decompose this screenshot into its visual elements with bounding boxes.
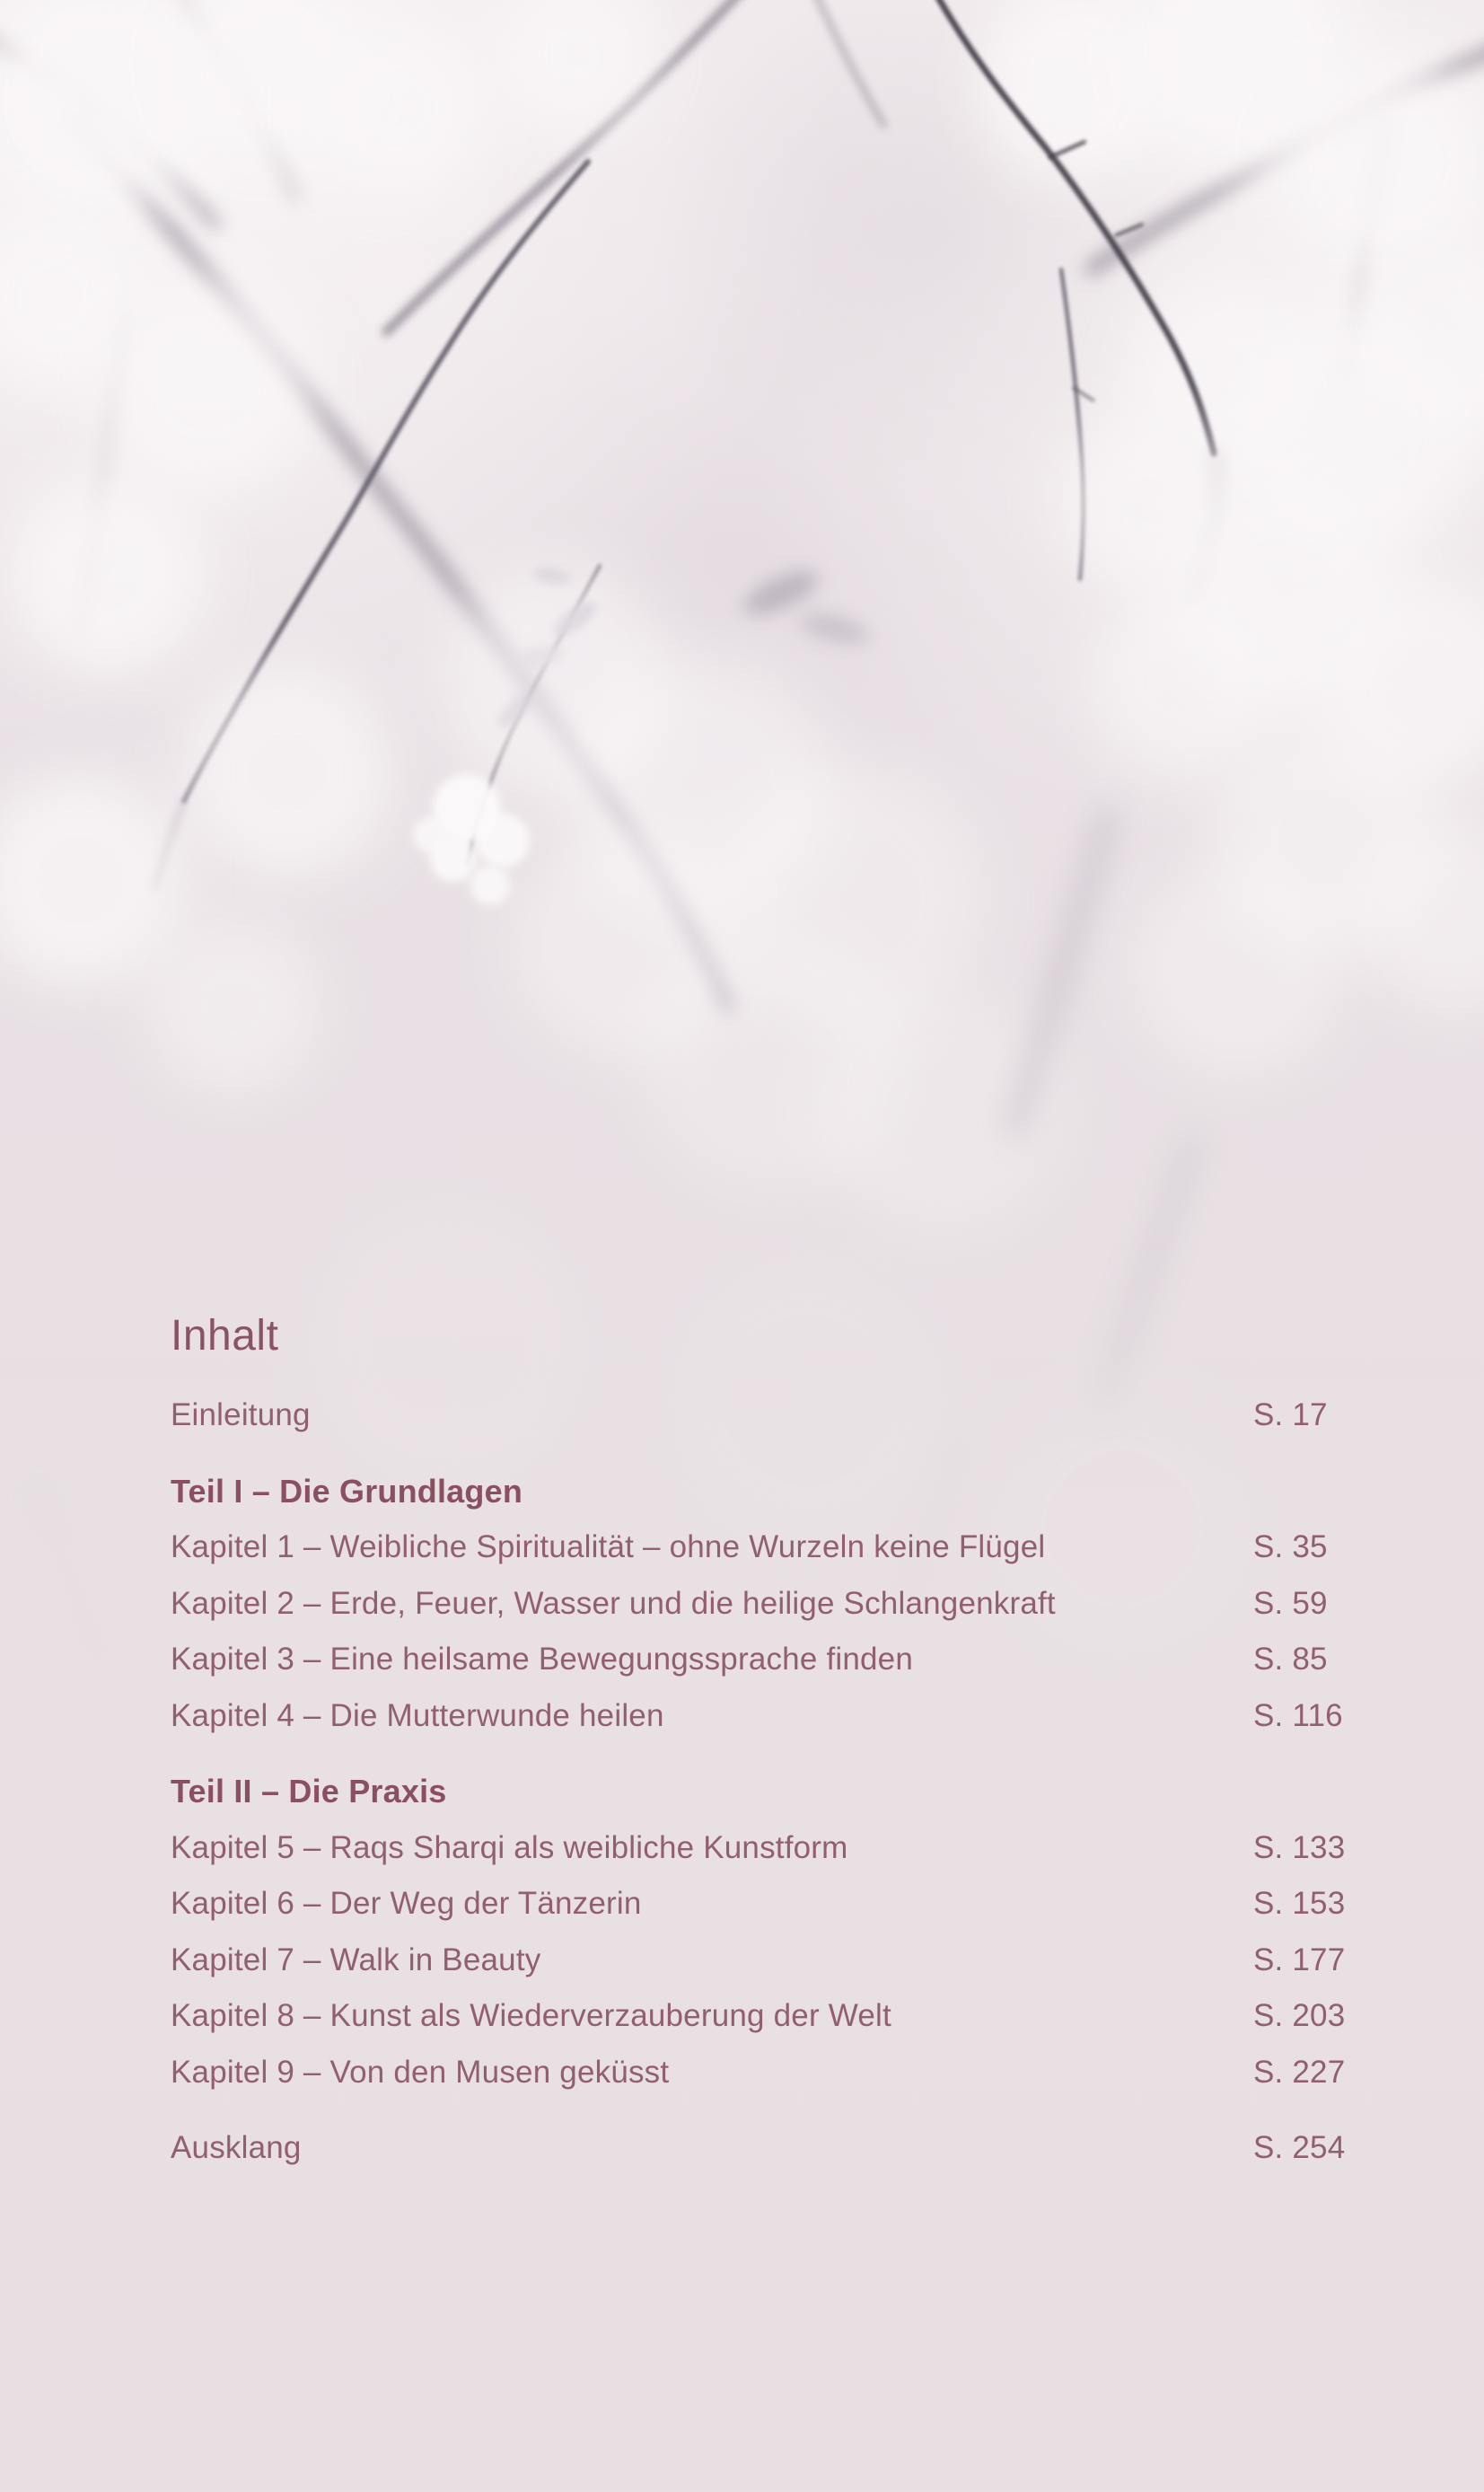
toc-entry-page: S. 203 xyxy=(1253,1998,1346,2034)
toc-entry-label: Kapitel 5 – Raqs Sharqi als weibliche Kunstform xyxy=(171,1829,848,1865)
toc-entry xyxy=(171,1933,1374,1989)
toc-entry-label: Kapitel 4 – Die Mutterwunde heilen xyxy=(171,1697,664,1733)
toc-entry-page: S. 177 xyxy=(1253,1942,1346,1977)
toc-entry-label: Ausklang xyxy=(171,2130,302,2166)
toc-entry xyxy=(171,1464,1374,1520)
toc-entry xyxy=(171,2045,1374,2101)
toc-entry-page: S. 254 xyxy=(1253,2130,1346,2166)
toc-entry-page: S. 85 xyxy=(1253,1642,1328,1677)
page-title: Inhalt xyxy=(171,1312,279,1360)
toc-entry-page: S. 133 xyxy=(1253,1829,1346,1865)
toc-entry xyxy=(171,1876,1374,1933)
toc-entry xyxy=(171,1387,1374,1444)
toc-entry-label: Teil II – Die Praxis xyxy=(171,1773,447,1810)
toc-entry xyxy=(171,1764,1374,1820)
toc-entry-label: Kapitel 8 – Kunst als Wiederverzauberung der Welt xyxy=(171,1998,891,2034)
toc-entry xyxy=(171,1576,1374,1633)
toc-entry-page: S. 17 xyxy=(1253,1397,1328,1433)
toc-entry-label: Kapitel 6 – Der Weg der Tänzerin xyxy=(171,1886,642,1922)
toc-entry-page: S. 116 xyxy=(1253,1697,1343,1733)
toc-entry-label: Kapitel 9 – Von den Musen geküsst xyxy=(171,2054,670,2090)
toc-entry xyxy=(171,1820,1374,1877)
toc-entry-label: Kapitel 1 – Weibliche Spiritualität – ohne Wurzeln keine Flügel xyxy=(171,1529,1046,1565)
toc-entry-label: Teil I – Die Grundlagen xyxy=(171,1472,523,1510)
toc-entry-label: Einleitung xyxy=(171,1397,311,1433)
toc-entry-label: Kapitel 7 – Walk in Beauty xyxy=(171,1942,541,1977)
toc-entry-label: Kapitel 2 – Erde, Feuer, Wasser und die heilige Schlangenkraft xyxy=(171,1585,1056,1621)
toc-list xyxy=(171,1387,1374,2177)
toc-entry xyxy=(171,1519,1374,1576)
toc-entry-label: Kapitel 3 – Eine heilsame Bewegungssprache finden xyxy=(171,1642,914,1677)
toc-entry-page: S. 35 xyxy=(1253,1529,1328,1565)
table-of-contents xyxy=(171,1311,1374,2177)
toc-entry-page: S. 153 xyxy=(1253,1886,1346,1922)
toc-entry xyxy=(171,1632,1374,1688)
toc-entry-page: S. 227 xyxy=(1253,2054,1346,2090)
toc-entry xyxy=(171,1688,1374,1745)
toc-entry xyxy=(171,2120,1374,2177)
toc-entry-page: S. 59 xyxy=(1253,1585,1328,1621)
toc-entry xyxy=(171,1988,1374,2045)
